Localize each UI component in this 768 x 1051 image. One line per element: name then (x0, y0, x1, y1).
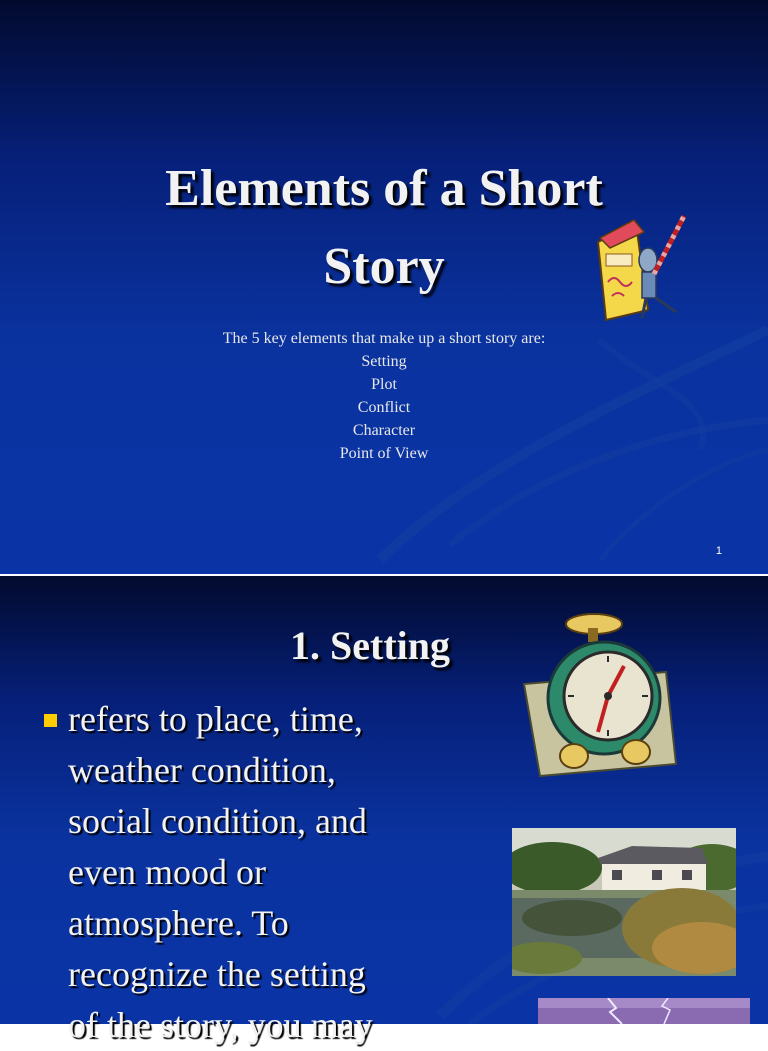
house-by-pond-image (512, 828, 736, 976)
page-number: 1 (715, 545, 722, 557)
bullet-line: even mood or (68, 852, 266, 892)
bullet-marker (44, 714, 57, 727)
bullet-line: atmosphere. To (68, 903, 289, 943)
lightning-storm-image (538, 998, 750, 1024)
alarm-clock-icon (516, 606, 682, 782)
slide-title-line-2: Story (323, 238, 445, 295)
bullet-line: social condition, and (68, 801, 367, 841)
bullet-line: of the story, you may (68, 1005, 373, 1045)
element-conflict: Conflict (357, 399, 411, 416)
bullet-line: recognize the setting (68, 954, 366, 994)
slide-heading: 1. Setting (290, 623, 450, 668)
bullet-line: refers to place, time, (68, 699, 363, 739)
element-point-of-view: Point of View (339, 445, 429, 462)
intro-text: The 5 key elements that make up a short story are: (222, 330, 546, 347)
book-character-icon (586, 212, 692, 324)
element-character: Character (352, 422, 416, 439)
element-plot: Plot (371, 376, 397, 393)
elements-list (0, 327, 768, 465)
element-setting: Setting (361, 353, 407, 370)
bullet-text (68, 694, 438, 1051)
slide-title-line-1: Elements of a Short (165, 160, 603, 217)
bullet-line: weather condition, (68, 750, 336, 790)
